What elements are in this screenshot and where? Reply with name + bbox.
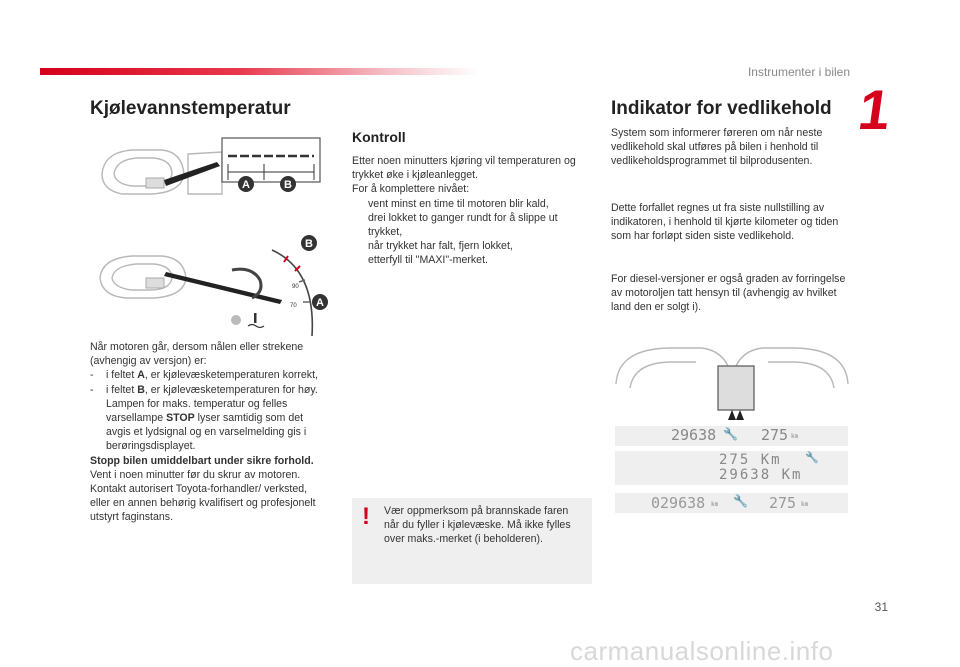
header-accent-bar (40, 68, 480, 75)
coolant-temperature-title: Kjølevannstemperatur (90, 98, 291, 119)
display3-odometer: 029638 (651, 494, 706, 512)
maintenance-p2: Dette forfallet regnes ut fra siste nullstilling av indikatoren, i henhold til kjørte kilometer og tiden som har forløpt siden siste vedlikehold. (611, 202, 839, 243)
list-item: etterfyll til "MAXI"-merket. (368, 254, 488, 267)
coolant-description (90, 340, 325, 525)
display1-unit: km (791, 433, 799, 440)
list-item: vent minst en time til motoren blir kald, (368, 197, 549, 210)
dashboard-figure-top (92, 134, 332, 200)
wrench-icon: 🔧 (723, 427, 738, 441)
warning-text: Vær oppmerksom på brannskade faren når du fyller i kjølevæske. Må ikke fylles over maks.-merket (i beholderen). (384, 505, 571, 546)
list-item: - i feltet B, er kjølevæsketemperaturen for høy. Lampen for maks. temperatur og felles varsellampe STOP lyser samtidig som det avgis et lydsignal og en varselmelding gis i berøringsdisplayet. (90, 383, 318, 453)
maintenance-p3: For diesel-versjoner er også graden av forringelse av motoroljen tatt hensyn til (avhengig av hvilket land den er solgt i). (611, 273, 846, 314)
coolant-intro: Når motoren går, dersom nålen eller strekene (avhengig av versjon) er: (90, 341, 304, 368)
control-steps (352, 197, 582, 268)
list-item: - i feltet A, er kjølevæsketemperaturen korrekt, (90, 369, 318, 382)
dashboard-figure-gauge (92, 230, 337, 340)
display1-service: 275 (761, 426, 789, 444)
display3-unit2: km (801, 501, 809, 508)
maintenance-indicator-title: Indikator for vedlikehold (611, 98, 832, 119)
cluster-figure (612, 344, 852, 420)
chapter-number: 1 (854, 78, 895, 141)
maintenance-display-2 (615, 451, 848, 485)
control-intro: Etter noen minutters kjøring vil temperaturen og trykket øke i kjøleanlegget. (352, 155, 576, 182)
display3-service: 275 (769, 494, 797, 512)
section-title: Instrumenter i bilen (747, 65, 850, 79)
display2-line2: 29638 Km (719, 467, 803, 483)
display2-line1: 275 Km (719, 452, 782, 468)
gauge-label-a: A (316, 297, 324, 309)
control-title: Kontroll (352, 129, 406, 145)
warning-icon: ! (362, 503, 370, 530)
figure-label-a: A (242, 179, 250, 191)
control-text (352, 154, 582, 268)
wrench-icon: 🔧 (805, 451, 819, 464)
list-item: når trykket har falt, fjern lokket, (368, 240, 513, 253)
display3-unit1: km (711, 501, 719, 508)
watermark: carmanualsonline.info (570, 636, 834, 666)
control-lead: For å komplettere nivået: (352, 183, 470, 196)
list-item: drei lokket to ganger rundt for å slippe ut trykket, (368, 211, 558, 239)
wrench-icon: 🔧 (733, 494, 748, 508)
gauge-label-b: B (305, 238, 313, 250)
stop-instruction: Stopp bilen umiddelbart under sikre forhold. (90, 454, 314, 467)
coolant-field-list (90, 368, 325, 453)
page-number: 31 (874, 600, 888, 614)
maintenance-display-1 (615, 426, 848, 446)
coolant-after-text: Vent i noen minutter før du skrur av motoren. Kontakt autorisert Toyota-forhandler/ verksted, eller en annen behørig kvalifisert og profesjonelt utstyrt faginstans. (90, 468, 316, 524)
gauge-label-high: 90 (292, 284, 299, 290)
maintenance-p1: System som informerer føreren om når neste vedlikehold skal utføres på bilen i henhold til vedlikeholdsprogrammet til bilprodusenten. (611, 127, 823, 168)
figure-label-b: B (284, 179, 292, 191)
gauge-label-low: 70 (290, 303, 297, 309)
maintenance-display-3 (615, 493, 848, 513)
display1-odometer: 29638 (671, 426, 717, 444)
